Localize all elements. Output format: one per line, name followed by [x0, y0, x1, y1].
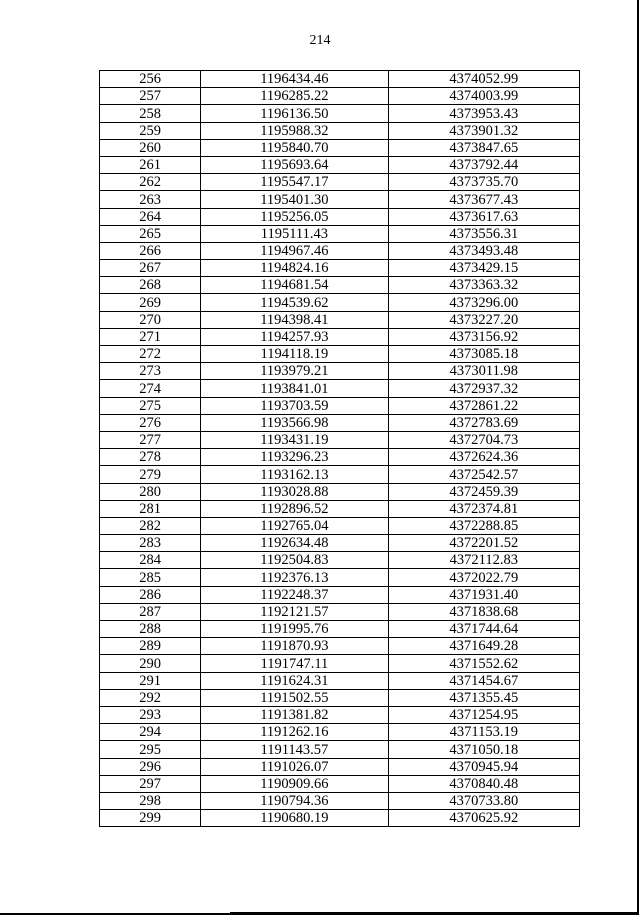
- x-coordinate-cell: 1191143.57: [201, 741, 388, 758]
- y-coordinate-cell: 4372022.79: [388, 569, 579, 586]
- table-row: [100, 431, 580, 448]
- point-number-cell: 272: [100, 346, 201, 363]
- point-number-cell: 263: [100, 191, 201, 208]
- point-number-cell: 277: [100, 431, 201, 448]
- point-number-cell: 287: [100, 603, 201, 620]
- point-number-cell: 294: [100, 724, 201, 741]
- point-number-cell: 293: [100, 706, 201, 723]
- x-coordinate-cell: 1196285.22: [201, 88, 388, 105]
- x-coordinate-cell: 1192504.83: [201, 552, 388, 569]
- x-coordinate-cell: 1190680.19: [201, 810, 388, 827]
- table-row: [100, 517, 580, 534]
- point-number-cell: 270: [100, 311, 201, 328]
- x-coordinate-cell: 1192634.48: [201, 535, 388, 552]
- table-row: [100, 689, 580, 706]
- y-coordinate-cell: 4373429.15: [388, 260, 579, 277]
- point-number-cell: 261: [100, 156, 201, 173]
- table-row: [100, 792, 580, 809]
- point-number-cell: 295: [100, 741, 201, 758]
- y-coordinate-cell: 4374003.99: [388, 88, 579, 105]
- point-number-cell: 280: [100, 483, 201, 500]
- y-coordinate-cell: 4372374.81: [388, 500, 579, 517]
- x-coordinate-cell: 1190909.66: [201, 775, 388, 792]
- y-coordinate-cell: 4374052.99: [388, 71, 579, 88]
- y-coordinate-cell: 4372783.69: [388, 414, 579, 431]
- point-number-cell: 284: [100, 552, 201, 569]
- y-coordinate-cell: 4371649.28: [388, 638, 579, 655]
- x-coordinate-cell: 1193028.88: [201, 483, 388, 500]
- point-number-cell: 257: [100, 88, 201, 105]
- x-coordinate-cell: 1193703.59: [201, 397, 388, 414]
- y-coordinate-cell: 4372459.39: [388, 483, 579, 500]
- x-coordinate-cell: 1195547.17: [201, 174, 388, 191]
- y-coordinate-cell: 4373617.63: [388, 208, 579, 225]
- table-row: [100, 242, 580, 259]
- table-row: [100, 724, 580, 741]
- table-row: [100, 535, 580, 552]
- x-coordinate-cell: 1196434.46: [201, 71, 388, 88]
- y-coordinate-cell: 4372861.22: [388, 397, 579, 414]
- point-number-cell: 265: [100, 225, 201, 242]
- table-row: [100, 277, 580, 294]
- x-coordinate-cell: 1193566.98: [201, 414, 388, 431]
- coordinates-table: [99, 70, 580, 827]
- y-coordinate-cell: 4371454.67: [388, 672, 579, 689]
- x-coordinate-cell: 1192248.37: [201, 586, 388, 603]
- y-coordinate-cell: 4373677.43: [388, 191, 579, 208]
- x-coordinate-cell: 1196136.50: [201, 105, 388, 122]
- x-coordinate-cell: 1192765.04: [201, 517, 388, 534]
- table-row: [100, 741, 580, 758]
- table-row: [100, 311, 580, 328]
- y-coordinate-cell: 4373556.31: [388, 225, 579, 242]
- table-row: [100, 775, 580, 792]
- x-coordinate-cell: 1191624.31: [201, 672, 388, 689]
- table-row: [100, 552, 580, 569]
- point-number-cell: 262: [100, 174, 201, 191]
- y-coordinate-cell: 4371552.62: [388, 655, 579, 672]
- x-coordinate-cell: 1194118.19: [201, 346, 388, 363]
- x-coordinate-cell: 1195256.05: [201, 208, 388, 225]
- y-coordinate-cell: 4373953.43: [388, 105, 579, 122]
- table-row: [100, 569, 580, 586]
- table-row: [100, 810, 580, 827]
- y-coordinate-cell: 4371931.40: [388, 586, 579, 603]
- y-coordinate-cell: 4370840.48: [388, 775, 579, 792]
- y-coordinate-cell: 4371153.19: [388, 724, 579, 741]
- y-coordinate-cell: 4373011.98: [388, 363, 579, 380]
- x-coordinate-cell: 1195401.30: [201, 191, 388, 208]
- point-number-cell: 264: [100, 208, 201, 225]
- point-number-cell: 256: [100, 71, 201, 88]
- point-number-cell: 281: [100, 500, 201, 517]
- x-coordinate-cell: 1191381.82: [201, 706, 388, 723]
- x-coordinate-cell: 1194824.16: [201, 260, 388, 277]
- x-coordinate-cell: 1191995.76: [201, 621, 388, 638]
- table-row: [100, 397, 580, 414]
- table-row: [100, 706, 580, 723]
- table-row: [100, 208, 580, 225]
- y-coordinate-cell: 4370945.94: [388, 758, 579, 775]
- point-number-cell: 298: [100, 792, 201, 809]
- point-number-cell: 274: [100, 380, 201, 397]
- y-coordinate-cell: 4373493.48: [388, 242, 579, 259]
- x-coordinate-cell: 1195111.43: [201, 225, 388, 242]
- table-row: [100, 71, 580, 88]
- y-coordinate-cell: 4371254.95: [388, 706, 579, 723]
- point-number-cell: 290: [100, 655, 201, 672]
- point-number-cell: 288: [100, 621, 201, 638]
- y-coordinate-cell: 4372288.85: [388, 517, 579, 534]
- x-coordinate-cell: 1191870.93: [201, 638, 388, 655]
- y-coordinate-cell: 4373156.92: [388, 328, 579, 345]
- x-coordinate-cell: 1192896.52: [201, 500, 388, 517]
- y-coordinate-cell: 4371050.18: [388, 741, 579, 758]
- table-row: [100, 260, 580, 277]
- table-row: [100, 672, 580, 689]
- point-number-cell: 271: [100, 328, 201, 345]
- x-coordinate-cell: 1193296.23: [201, 449, 388, 466]
- point-number-cell: 283: [100, 535, 201, 552]
- table-row: [100, 586, 580, 603]
- y-coordinate-cell: 4372704.73: [388, 431, 579, 448]
- x-coordinate-cell: 1193162.13: [201, 466, 388, 483]
- table-row: [100, 483, 580, 500]
- point-number-cell: 299: [100, 810, 201, 827]
- x-coordinate-cell: 1193841.01: [201, 380, 388, 397]
- y-coordinate-cell: 4373085.18: [388, 346, 579, 363]
- point-number-cell: 279: [100, 466, 201, 483]
- x-coordinate-cell: 1191262.16: [201, 724, 388, 741]
- y-coordinate-cell: 4371838.68: [388, 603, 579, 620]
- x-coordinate-cell: 1193431.19: [201, 431, 388, 448]
- point-number-cell: 269: [100, 294, 201, 311]
- y-coordinate-cell: 4370625.92: [388, 810, 579, 827]
- table-row: [100, 449, 580, 466]
- table-row: [100, 225, 580, 242]
- y-coordinate-cell: 4372624.36: [388, 449, 579, 466]
- y-coordinate-cell: 4373296.00: [388, 294, 579, 311]
- table-row: [100, 603, 580, 620]
- point-number-cell: 292: [100, 689, 201, 706]
- x-coordinate-cell: 1194398.41: [201, 311, 388, 328]
- point-number-cell: 291: [100, 672, 201, 689]
- x-coordinate-cell: 1195840.70: [201, 139, 388, 156]
- table-row: [100, 466, 580, 483]
- table-row: [100, 621, 580, 638]
- table-row: [100, 105, 580, 122]
- point-number-cell: 273: [100, 363, 201, 380]
- y-coordinate-cell: 4373792.44: [388, 156, 579, 173]
- table-row: [100, 88, 580, 105]
- bottom-rule: [230, 912, 638, 913]
- x-coordinate-cell: 1194967.46: [201, 242, 388, 259]
- point-number-cell: 286: [100, 586, 201, 603]
- y-coordinate-cell: 4373227.20: [388, 311, 579, 328]
- x-coordinate-cell: 1190794.36: [201, 792, 388, 809]
- table-row: [100, 414, 580, 431]
- table-row: [100, 328, 580, 345]
- table-row: [100, 758, 580, 775]
- point-number-cell: 266: [100, 242, 201, 259]
- point-number-cell: 285: [100, 569, 201, 586]
- table-row: [100, 363, 580, 380]
- x-coordinate-cell: 1194257.93: [201, 328, 388, 345]
- y-coordinate-cell: 4373735.70: [388, 174, 579, 191]
- table-row: [100, 191, 580, 208]
- table-row: [100, 139, 580, 156]
- x-coordinate-cell: 1191502.55: [201, 689, 388, 706]
- y-coordinate-cell: 4373901.32: [388, 122, 579, 139]
- page-number: 214: [309, 33, 331, 48]
- y-coordinate-cell: 4370733.80: [388, 792, 579, 809]
- table-row: [100, 156, 580, 173]
- table-row: [100, 346, 580, 363]
- x-coordinate-cell: 1193979.21: [201, 363, 388, 380]
- point-number-cell: 289: [100, 638, 201, 655]
- point-number-cell: 259: [100, 122, 201, 139]
- y-coordinate-cell: 4372112.83: [388, 552, 579, 569]
- x-coordinate-cell: 1194539.62: [201, 294, 388, 311]
- coordinates-table-body: [100, 71, 580, 827]
- point-number-cell: 278: [100, 449, 201, 466]
- point-number-cell: 275: [100, 397, 201, 414]
- point-number-cell: 297: [100, 775, 201, 792]
- table-row: [100, 655, 580, 672]
- table-row: [100, 174, 580, 191]
- point-number-cell: 282: [100, 517, 201, 534]
- y-coordinate-cell: 4373847.65: [388, 139, 579, 156]
- table-row: [100, 122, 580, 139]
- x-coordinate-cell: 1191747.11: [201, 655, 388, 672]
- y-coordinate-cell: 4371744.64: [388, 621, 579, 638]
- x-coordinate-cell: 1192121.57: [201, 603, 388, 620]
- point-number-cell: 258: [100, 105, 201, 122]
- x-coordinate-cell: 1192376.13: [201, 569, 388, 586]
- y-coordinate-cell: 4372937.32: [388, 380, 579, 397]
- x-coordinate-cell: 1195693.64: [201, 156, 388, 173]
- point-number-cell: 260: [100, 139, 201, 156]
- table-row: [100, 638, 580, 655]
- x-coordinate-cell: 1191026.07: [201, 758, 388, 775]
- table-row: [100, 294, 580, 311]
- y-coordinate-cell: 4372201.52: [388, 535, 579, 552]
- x-coordinate-cell: 1194681.54: [201, 277, 388, 294]
- point-number-cell: 267: [100, 260, 201, 277]
- x-coordinate-cell: 1195988.32: [201, 122, 388, 139]
- point-number-cell: 296: [100, 758, 201, 775]
- y-coordinate-cell: 4373363.32: [388, 277, 579, 294]
- table-row: [100, 380, 580, 397]
- point-number-cell: 276: [100, 414, 201, 431]
- y-coordinate-cell: 4371355.45: [388, 689, 579, 706]
- point-number-cell: 268: [100, 277, 201, 294]
- table-row: [100, 500, 580, 517]
- y-coordinate-cell: 4372542.57: [388, 466, 579, 483]
